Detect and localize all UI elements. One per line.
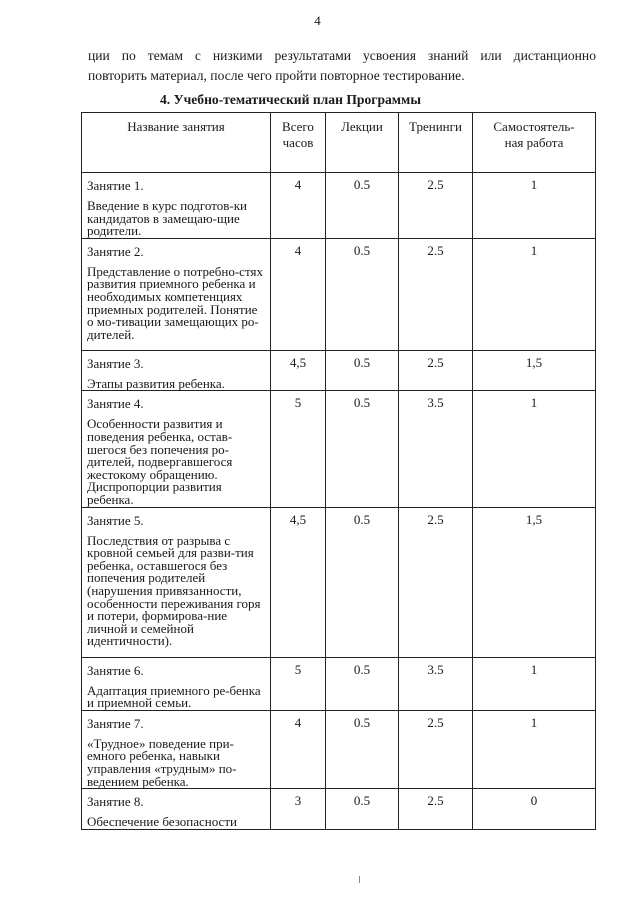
trainings-cell: 2.5 <box>399 710 473 788</box>
total-hours-cell: 4 <box>271 173 326 239</box>
total-hours-cell: 4,5 <box>271 507 326 657</box>
self-work-cell: 1 <box>473 391 596 507</box>
lesson-cell <box>82 657 271 710</box>
lectures-cell: 0.5 <box>326 710 399 788</box>
lesson-number: Занятие 2. <box>87 243 144 259</box>
lesson-number: Занятие 7. <box>87 715 144 731</box>
header-lesson-name: Название занятия <box>82 113 271 173</box>
lesson-cell <box>82 507 271 657</box>
total-hours-cell: 5 <box>271 391 326 507</box>
lesson-number: Занятие 6. <box>87 662 144 678</box>
self-work-cell: 1 <box>473 710 596 788</box>
curriculum-table <box>81 112 596 830</box>
lectures-cell: 0.5 <box>326 238 399 350</box>
lesson-cell <box>82 710 271 788</box>
lesson-title: Этапы развития ребенка. <box>87 375 225 391</box>
trainings-cell: 2.5 <box>399 238 473 350</box>
lesson-cell <box>82 238 271 350</box>
lesson-cell <box>82 173 271 239</box>
lesson-number: Занятие 1. <box>87 178 144 193</box>
trainings-cell: 2.5 <box>399 173 473 239</box>
lesson-title: Обеспечение безопасности <box>87 814 237 830</box>
self-work-cell: 0 <box>473 789 596 830</box>
header-self-work <box>473 113 596 173</box>
lesson-number: Занятие 4. <box>87 396 144 412</box>
trainings-cell: 2.5 <box>399 507 473 657</box>
header-self-work-label: Самостоятель-ная работа <box>493 119 575 150</box>
lectures-cell: 0.5 <box>326 350 399 391</box>
self-work-cell: 1 <box>473 657 596 710</box>
header-total-hours-label: Всего часов <box>282 119 314 150</box>
intro-line: ции по темам с низкими результатами усвоения знаний или дистанционно <box>88 48 596 63</box>
lectures-cell: 0.5 <box>326 173 399 239</box>
header-trainings: Тренинги <box>399 113 473 173</box>
lesson-title: Особенности развития и поведения ребенка, остав-шегося без попечения ро-дителей, подвергавшегося жестокому обращению. Диспропорции развития ребенка. <box>87 416 233 507</box>
table-row <box>82 350 596 391</box>
self-work-cell: 1,5 <box>473 350 596 391</box>
trainings-cell: 2.5 <box>399 350 473 391</box>
table-header-row <box>82 113 596 173</box>
lesson-cell <box>82 391 271 507</box>
intro-paragraph <box>88 46 596 86</box>
table-row <box>82 173 596 239</box>
lesson-number: Занятие 5. <box>87 512 144 528</box>
total-hours-cell: 4 <box>271 238 326 350</box>
table-row <box>82 391 596 507</box>
intro-line: повторить материал, после чего пройти повторное тестирование. <box>88 68 465 83</box>
table-row <box>82 507 596 657</box>
lectures-cell: 0.5 <box>326 657 399 710</box>
table-row <box>82 710 596 788</box>
total-hours-cell: 4,5 <box>271 350 326 391</box>
table-row <box>82 238 596 350</box>
self-work-cell: 1,5 <box>473 507 596 657</box>
total-hours-cell: 5 <box>271 657 326 710</box>
trainings-cell: 2.5 <box>399 789 473 830</box>
lesson-title: Введение в курс подготов-ки кандидатов в замещаю-щие родители. <box>87 198 247 239</box>
lectures-cell: 0.5 <box>326 391 399 507</box>
lectures-cell: 0.5 <box>326 789 399 830</box>
section-title: 4. Учебно-тематический план Программы <box>160 92 421 107</box>
table-row <box>82 789 596 830</box>
lectures-cell: 0.5 <box>326 507 399 657</box>
lesson-title: Последствия от разрыва с кровной семьей для разви-тия ребенка, оставшегося без попечения родителей (нарушения привязанности, особенности переживания горя и потери, формирова-ние личной и семейной идентичности). <box>87 532 261 649</box>
table-row <box>82 657 596 710</box>
total-hours-cell: 3 <box>271 789 326 830</box>
self-work-cell: 1 <box>473 238 596 350</box>
lesson-cell <box>82 350 271 391</box>
trainings-cell: 3.5 <box>399 391 473 507</box>
lesson-title: «Трудное» поведение при-емного ребенка, навыки управления «трудным» по-ведением ребенка. <box>87 735 237 789</box>
total-hours-cell: 4 <box>271 710 326 788</box>
lesson-title: Адаптация приемного ре-бенка и приемной семьи. <box>87 682 261 711</box>
self-work-cell: 1 <box>473 173 596 239</box>
header-total-hours <box>271 113 326 173</box>
scan-mark <box>359 876 360 883</box>
lesson-number: Занятие 3. <box>87 355 144 371</box>
lesson-cell <box>82 789 271 830</box>
lesson-number: Занятие 8. <box>87 794 144 810</box>
lesson-title: Представление о потребно-стях развития приемного ребенка и необходимых компетенциях приемных родителей. Понятие о мо-тивации замещающих ро-дителей. <box>87 263 263 342</box>
trainings-cell: 3.5 <box>399 657 473 710</box>
header-lectures: Лекции <box>326 113 399 173</box>
page-number: 4 <box>314 13 321 28</box>
